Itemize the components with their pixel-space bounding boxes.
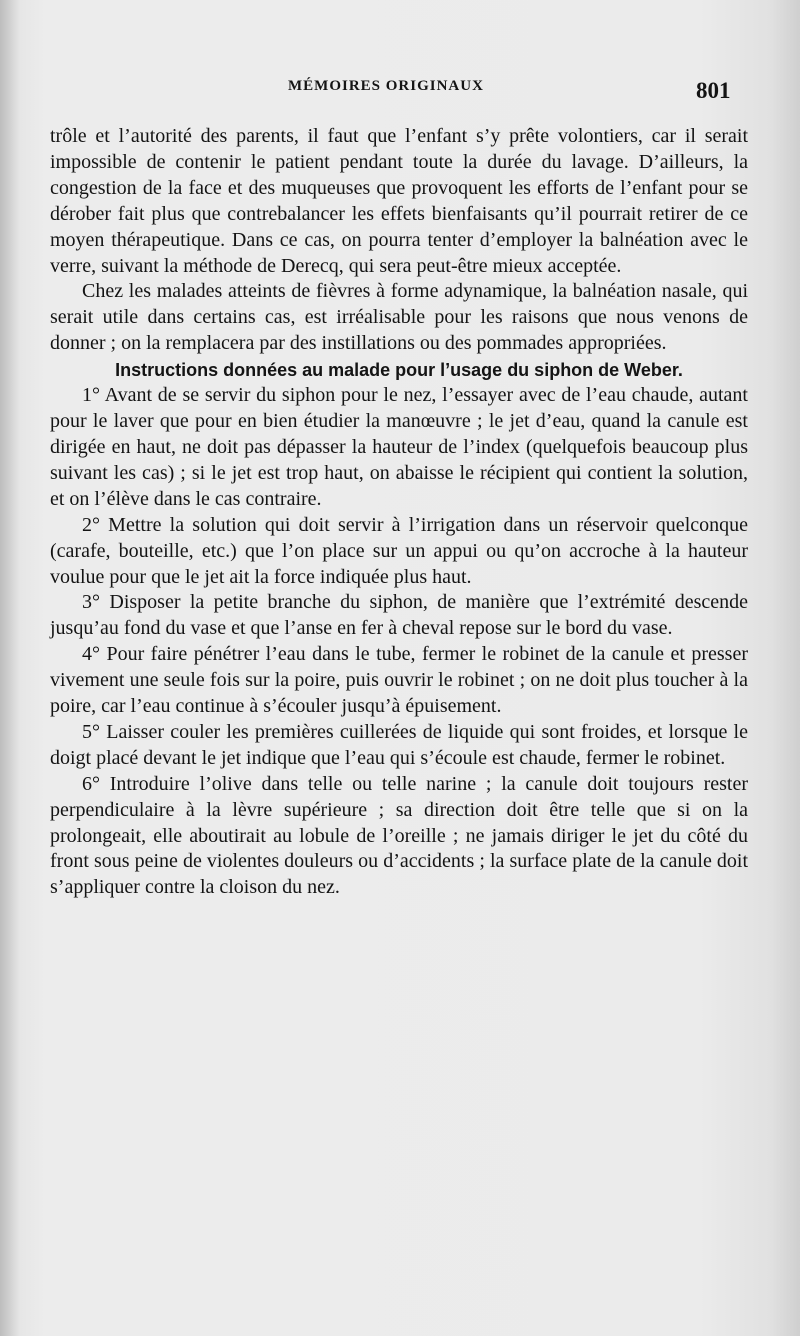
instruction-6: 6° Introduire l’olive dans telle ou telle narine ; la canule doit toujours rester perpendiculaire à la lèvre supérieure ; sa direction doit être telle que si on la prolongeait, elle aboutirait au lobule de l’oreille ; ne jamais diriger le jet du côté du front sous peine de violentes douleurs ou d’accidents ; la surface plate de la canule doit s’appliquer contre la cloison du nez. xyxy=(50,772,748,899)
instruction-2: 2° Mettre la solution qui doit servir à l’irrigation dans un réservoir quelconque (carafe, bouteille, etc.) que l’on place sur un appui ou qu’on accroche à la hauteur voulue pour que le jet ait la force indiquée plus haut. xyxy=(50,513,748,588)
running-head: MÉMOIRES ORIGINAUX xyxy=(288,78,484,94)
instruction-5: 5° Laisser couler les premières cuillerées de liquide qui sont froides, et lorsque le doigt placé devant le jet indique que l’eau qui s’écoule est chaude, fermer le robinet. xyxy=(50,720,748,769)
paragraph-adynamic-fevers: Chez les malades atteints de fièvres à forme adynamique, la balnéation nasale, qui serait utile dans certains cas, est irréalisable pour les raisons que nous venons de donner ; on la remplacera par des instillations ou des pommades appropriées. xyxy=(50,280,748,355)
page-number: 801 xyxy=(696,78,731,103)
instruction-3: 3° Disposer la petite branche du siphon, de manière que l’extrémité descende jusqu’au fond du vase et que l’anse en fer à cheval repose sur le bord du vase. xyxy=(50,591,748,640)
instruction-4: 4° Pour faire pénétrer l’eau dans le tube, fermer le robinet de la canule et presser vivement une seule fois sur la poire, puis ouvrir le robinet ; on ne doit plus toucher à la poire, car l’eau continue à s’écouler jusqu’à épuisement. xyxy=(50,643,748,718)
instruction-1: 1° Avant de se servir du siphon pour le nez, l’essayer avec de l’eau chaude, autant pour le laver que pour en bien étudier la manœuvre ; le jet d’eau, quand la canule est dirigée en haut, ne doit pas dépasser la hauteur de l’index (quelquefois beaucoup plus suivant les cas) ; si le jet est trop haut, on abaisse le récipient qui contient la solution, et on l’élève dans le cas contraire. xyxy=(50,384,748,510)
section-heading: Instructions données au malade pour l’usage du siphon de Weber. xyxy=(115,360,683,381)
page-body xyxy=(50,124,748,901)
paragraph-continuation: trôle et l’autorité des parents, il faut que l’enfant s’y prête volontiers, car il serait impossible de contenir le patient pendant toute la durée du lavage. D’ailleurs, la congestion de la face et des muqueuses que provoquent les efforts de l’enfant pour se dérober fait plus que contrebalancer les effets bienfaisants qu’il pourrait retirer de ce moyen thérapeutique. Dans ce cas, on pourra tenter d’employer la balnéation avec le verre, suivant la méthode de Derecq, qui sera peut-être mieux acceptée. xyxy=(50,125,748,277)
